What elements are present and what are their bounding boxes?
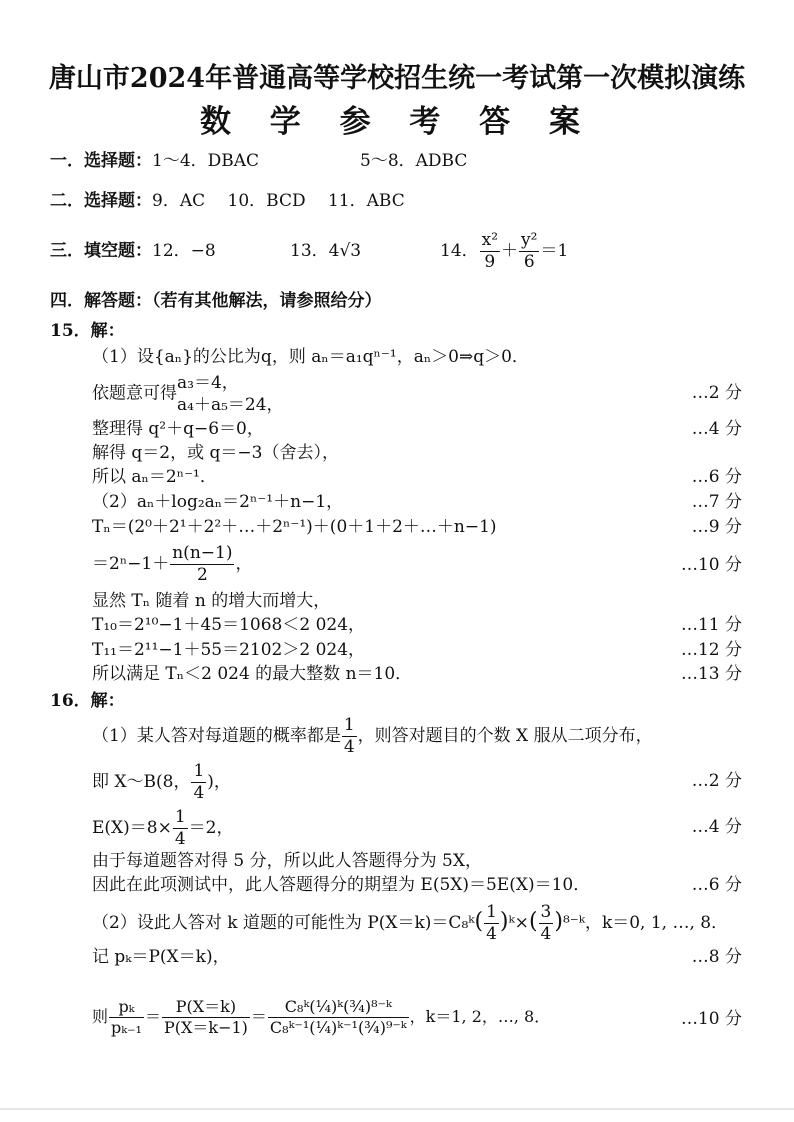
fraction-one-quarter: $\frac{1}{4}$ [343,715,355,757]
p16-line-8: 则 $\frac{\text{pₖ}}{\text{pₖ₋₁}}$ ＝ $\frac{P(X=k)}{P(X=k-1)}$ ＝ $\frac{\text{C₈ᵏ(¹⁄₄)ᵏ(³⁄₄)⁸⁻ᵏ}}{\text{C₈ᵏ⁻¹(¹⁄₄)ᵏ⁻¹(³⁄₄)⁹⁻ᵏ}}$ ，k＝1, 2，…, 8． [92,997,551,1037]
fraction-y2-over-6: $\frac{\text{y²}}{6}$ [521,230,538,272]
p15-line-6: （2）aₙ＋log₂aₙ＝2ⁿ⁻¹＋n−1， [92,492,344,512]
page-title: 唐山市2024年普通高等学校招生统一考试第一次模拟演练 [48,63,746,94]
fraction-n-n-minus-1-over-2: $\frac{n(n-1)}{2}$ [172,543,233,585]
section-4-label: 四．解答题： [50,291,152,311]
p15-system: a₃＝4， a₄＋a₅＝24， [177,373,284,415]
p16-line-4: 由于每道题答对得 5 分，所以此人答题得分为 5X， [92,851,482,871]
fraction-x2-over-9: $\frac{\text{x²}}{9}$ [481,230,499,272]
section-2-answers: 9．AC 10．BCD 11．ABC [152,191,405,211]
p15-line-8: ＝2ⁿ−1＋ $\frac{n(n-1)}{2}$ ， [92,543,253,585]
p16-line-3: E(X)＝8× $\frac{1}{4}$ ＝2， [92,807,234,849]
section-1-answers-a: 1～4．DBAC [152,151,260,171]
section-2-label: 二．选择题： [50,191,152,211]
p16-line-1: （1）某人答对每道题的概率都是 $\frac{1}{4}$ ，则答对题目的个数 X 服从二项分布， [92,715,653,757]
p15-score-7: …7 分 [691,492,742,512]
p15-score-2: …2 分 [691,383,742,403]
fraction-one-quarter: $\frac{1}{4}$ [193,761,205,803]
p15-line-10: T₁₀＝2¹⁰−1＋45＝1068＜2 024， [92,615,366,635]
fraction-one-quarter: $\frac{1}{4}$ [486,902,497,944]
problem-16-heading: 16．解： [50,691,125,711]
p15-score-9: …9 分 [691,517,742,537]
p15-line-9: 显然 Tₙ 随着 n 的增大而增大， [92,591,331,611]
section-4 [50,290,382,312]
p15-line-2 [92,372,284,416]
p16-line-2: 即 X～B(8， $\frac{1}{4}$ )， [92,761,231,803]
answer-14-label: 14． [440,241,479,261]
p16-score-4: …4 分 [691,817,742,837]
page-bottom-edge [0,1108,794,1110]
fraction-binomial-ratio: $\frac{\text{C₈ᵏ(¹⁄₄)ᵏ(³⁄₄)⁸⁻ᵏ}}{\text{C₈ᵏ⁻¹(¹⁄₄)ᵏ⁻¹(³⁄₄)⁹⁻ᵏ}}$ [269,997,407,1037]
p15-line-1: （1）设{aₙ}的公比为q，则 aₙ＝a₁qⁿ⁻¹，aₙ＞0⇒q＞0． [92,347,529,367]
p15-score-6: …6 分 [691,467,742,487]
section-1-answers-b: 5～8．ADBC [360,151,468,171]
section-1-label: 一．选择题： [50,151,152,171]
section-3-label: 三．填空题： [50,241,152,261]
section-4-note: （若有其他解法，请参照给分） [152,291,382,311]
p15-score-10: …10 分 [680,555,742,575]
p15-line-12: 所以满足 Tₙ＜2 024 的最大整数 n＝10． [92,664,413,684]
p16-line-5: 因此在此项测试中，此人答题得分的期望为 E(5X)＝5E(X)＝10． [92,875,591,895]
p15-line-2-lead: 依题意可得 [92,383,177,404]
section-1 [50,150,259,172]
page-subtitle: 数 学 参 考 答 案 [200,104,594,140]
p15-score-4: …4 分 [691,419,742,439]
p15-score-11: …11 分 [680,615,742,635]
p15-line-7: Tₙ＝(2⁰＋2¹＋2²＋…＋2ⁿ⁻¹)＋(0＋1＋2＋…＋n−1) [92,517,497,537]
p16-score-8: …8 分 [691,947,742,967]
fraction-three-quarters: $\frac{3}{4}$ [540,902,552,944]
section-3-answer-14: 14． $\frac{\text{x²}}{9}$ ＋ $\frac{\text{y²}}{6}$ ＝1 [440,230,569,272]
p16-score-10: …10 分 [680,1009,742,1029]
fraction-probability-ratio: $\frac{P(X=k)}{P(X=k-1)}$ [163,997,248,1037]
p16-score-2: …2 分 [691,771,742,791]
section-2 [50,190,405,212]
p15-line-4: 解得 q＝2，或 q＝−3（舍去）， [92,443,339,463]
fraction-one-quarter: $\frac{1}{4}$ [174,807,186,849]
p16-score-6: …6 分 [691,875,742,895]
p15-score-12: …12 分 [680,640,742,660]
problem-15-heading: 15．解： [50,321,125,341]
section-3-answer-12: 12．−8 [152,241,216,261]
p15-line-3: 整理得 q²＋q−6＝0， [92,419,264,439]
section-3-answer-13: 13．4√3 [290,241,362,261]
p15-line-11: T₁₁＝2¹¹−1＋55＝2102＞2 024， [92,640,366,660]
p15-line-5: 所以 aₙ＝2ⁿ⁻¹． [92,467,217,487]
p16-line-7: 记 pₖ＝P(X＝k)， [92,947,230,967]
section-3 [50,240,216,262]
fraction-pk-over-pk-minus-1: $\frac{\text{pₖ}}{\text{pₖ₋₁}}$ [111,997,142,1037]
p16-line-6: （2）设此人答对 k 道题的可能性为 P(X＝k)＝C₈ᵏ( $\frac{1}{4}$ )ᵏ×( $\frac{3}{4}$ )⁸⁻ᵏ，k＝0, 1, …, 8． [92,902,729,944]
p15-score-13: …13 分 [680,664,742,684]
